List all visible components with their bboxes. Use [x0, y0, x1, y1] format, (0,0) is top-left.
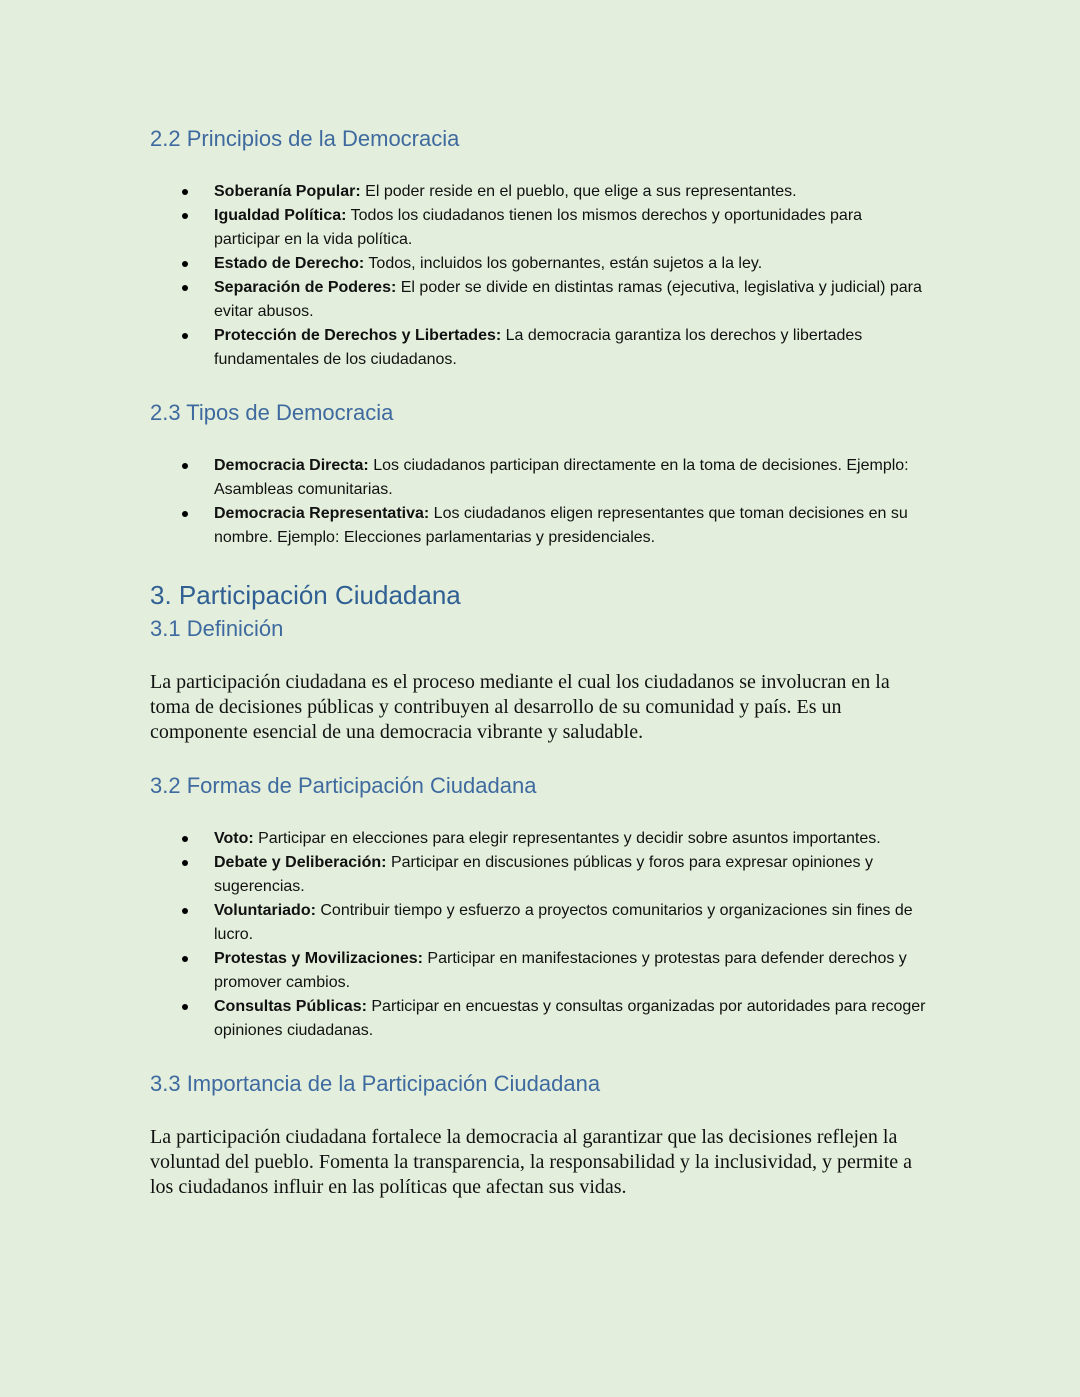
item-term: Igualdad Política: — [214, 207, 347, 224]
item-term: Voluntariado: — [214, 902, 316, 919]
list-item — [150, 995, 930, 1043]
list-item — [150, 827, 930, 851]
section-heading-2-2: 2.2 Principios de la Democracia — [150, 126, 460, 151]
section-heading-3: 3. Participación Ciudadana — [150, 580, 461, 610]
item-term: Democracia Representativa: — [214, 505, 430, 522]
item-text: Todos los ciudadanos tienen los mismos derechos y oportunidades para participar en la vida política. — [214, 207, 863, 248]
bullet-icon — [182, 189, 188, 195]
item-text: Los ciudadanos eligen representantes que toman decisiones en su nombre. Ejemplo: Elecciones parlamentarias y presidenciales. — [214, 505, 908, 546]
item-term: Democracia Directa: — [214, 457, 369, 474]
bullet-icon — [182, 213, 188, 219]
bullet-icon — [182, 836, 188, 842]
item-text: Contribuir tiempo y esfuerzo a proyectos comunitarios y organizaciones sin fines de lucro. — [214, 902, 913, 943]
item-term: Protestas y Movilizaciones: — [214, 950, 423, 967]
item-text: Participar en encuestas y consultas organizadas por autoridades para recoger opiniones ciudadanas. — [214, 998, 926, 1039]
document-page — [150, 124, 930, 1200]
item-term: Consultas Públicas: — [214, 998, 367, 1015]
item-term: Estado de Derecho: — [214, 255, 365, 272]
list-item — [150, 502, 930, 550]
item-text: Participar en discusiones públicas y foros para expresar opiniones y sugerencias. — [214, 854, 873, 895]
list-item — [150, 947, 930, 995]
item-text: Los ciudadanos participan directamente en la toma de decisiones. Ejemplo: Asambleas comunitarias. — [214, 457, 909, 498]
bullet-icon — [182, 261, 188, 267]
list-item — [150, 851, 930, 899]
bullet-icon — [182, 511, 188, 517]
principles-list — [150, 180, 930, 372]
section-heading-3-2: 3.2 Formas de Participación Ciudadana — [150, 773, 537, 798]
item-term: Protección de Derechos y Libertades: — [214, 327, 502, 344]
item-text: Participar en manifestaciones y protestas para defender derechos y promover cambios. — [214, 950, 907, 991]
item-term: Voto: — [214, 830, 254, 847]
bullet-icon — [182, 956, 188, 962]
section-heading-2-3: 2.3 Tipos de Democracia — [150, 400, 394, 425]
bullet-icon — [182, 333, 188, 339]
item-text: Participar en elecciones para elegir representantes y decidir sobre asuntos importantes. — [253, 830, 881, 847]
bullet-icon — [182, 1004, 188, 1010]
list-item — [150, 899, 930, 947]
list-item — [150, 180, 930, 204]
bullet-icon — [182, 463, 188, 469]
list-item — [150, 204, 930, 252]
item-text: El poder reside en el pueblo, que elige a sus representantes. — [360, 183, 797, 200]
item-term: Soberanía Popular: — [214, 183, 361, 200]
item-term: Separación de Poderes: — [214, 279, 397, 296]
bullet-icon — [182, 860, 188, 866]
section-heading-3-1: 3.1 Definición — [150, 616, 284, 641]
item-text: El poder se divide en distintas ramas (ejecutiva, legislativa y judicial) para evitar abusos. — [214, 279, 922, 320]
list-item — [150, 276, 930, 324]
item-term: Debate y Deliberación: — [214, 854, 387, 871]
list-item — [150, 324, 930, 372]
democracy-types-list — [150, 454, 930, 550]
bullet-icon — [182, 908, 188, 914]
definition-paragraph: La participación ciudadana es el proceso mediante el cual los ciudadanos se involucran en la toma de decisiones públicas y contribuyen al desarrollo de su comunidad y país. Es un componente esencial de una democracia vibrante y saludable. — [150, 671, 890, 743]
list-item — [150, 454, 930, 502]
item-text: Todos, incluidos los gobernantes, están sujetos a la ley. — [364, 255, 763, 272]
bullet-icon — [182, 285, 188, 291]
list-item — [150, 252, 930, 276]
importance-paragraph: La participación ciudadana fortalece la democracia al garantizar que las decisiones reflejen la voluntad del pueblo. Fomenta la transparencia, la responsabilidad y la inclusividad, y permite a los ciudadanos influir en las políticas que afectan sus vidas. — [150, 1126, 913, 1198]
item-text: La democracia garantiza los derechos y libertades fundamentales de los ciudadanos. — [214, 327, 863, 368]
section-heading-3-3: 3.3 Importancia de la Participación Ciudadana — [150, 1071, 601, 1096]
participation-forms-list — [150, 827, 930, 1043]
